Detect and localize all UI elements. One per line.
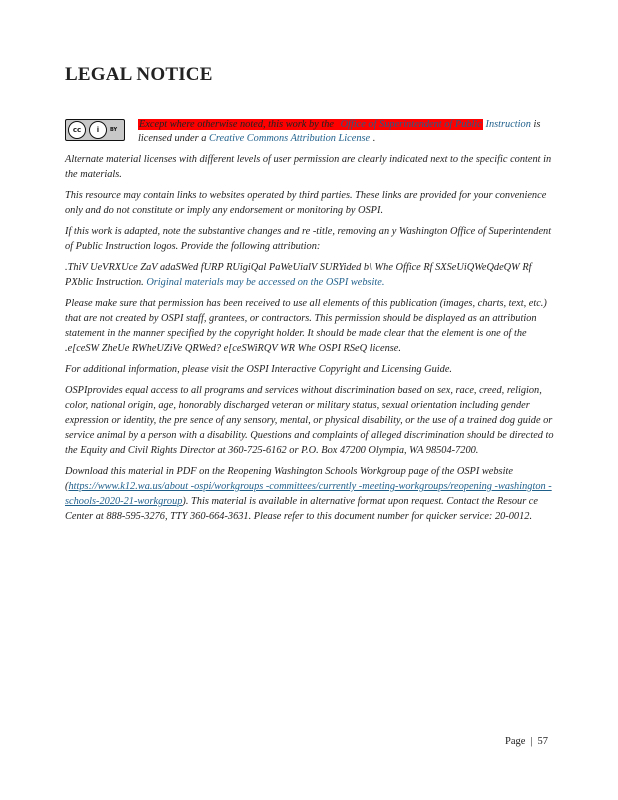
ospi-link-part1[interactable]: Office of Superintendent of Public — [340, 119, 482, 130]
download-text: Download this material in PDF on the Reopening Washington Schools Workgroup page of the OSPI website ( — [65, 466, 513, 492]
license-middle: is licensed under a — [138, 119, 541, 144]
license-text — [138, 118, 557, 146]
permission-text: Please make sure that permission has been received to use all elements of this publication (images, charts, text, etc.) that are not created by OSPI staff, grantees, or contractors. This permission should be displayed as an attribution statement in the manner specified by the copyright holder. It should be made clear that the element is one of the — [65, 298, 547, 339]
licensing-guide-link[interactable]: OSPI Interactive Copyright and Licensing Guide. — [246, 364, 453, 375]
additional-info-paragraph — [65, 362, 557, 377]
cc-license-link[interactable]: Creative Commons Attribution License — [208, 133, 371, 144]
equal-access-paragraph: OSPIprovides equal access to all programs and services without discrimination based on sex, race, creed, religion, color, national origin, age, honorably discharged veteran or military status, sexual orientation including gender expression or identity, the pre sence of any sensory, mental, or physical disability, or the use of a trained dog guide or service animal by a person with a disability. Questions and complaints of alleged discrimination should be directed to the Equity and Civil Rights Director at 360-725-6162 or P.O. Box 47200 Olympia, WA 98504-7200. — [65, 385, 554, 456]
legal-notice-body — [65, 118, 557, 530]
cc-by-badge[interactable] — [65, 119, 125, 141]
license-highlighted-text: Except where otherwise noted, this work by the — [139, 119, 334, 130]
page-separator: | — [530, 736, 533, 747]
page-footer — [505, 736, 548, 747]
page-number: 57 — [537, 736, 549, 747]
additional-info-text: For additional information, please visit the — [65, 364, 244, 375]
permission-text-cont: .e[ceSW ZheUe RWheUZiVe QRWed? e[ceSWiRQV WR Whe OSPI RSeQ license. — [65, 343, 401, 354]
ospi-link-part2[interactable]: Instruction — [485, 119, 531, 130]
creative-commons-icon: cc — [68, 121, 86, 139]
download-paragraph — [65, 464, 557, 524]
page-title: LEGAL NOTICE — [65, 64, 213, 85]
workgroup-url-link[interactable]: https://www.k12.wa.us/about -ospi/workgroups -committees/currently -meeting-workgroups/reopening -washington -schools-2020-21-workgroup — [65, 481, 552, 507]
ospi-website-link[interactable]: Original materials may be accessed on the OSPI website. — [146, 277, 385, 288]
alternate-licenses-paragraph: Alternate material licenses with different levels of user permission are clearly indicated next to the specific content in the materials. — [65, 154, 552, 180]
page-label: Page — [505, 736, 526, 747]
third-party-paragraph: This resource may contain links to websites operated by third parties. These links are provided for your convenience only and do not constitute or imply any endorsement or monitoring by OSPI. — [65, 190, 547, 216]
download-text-cont: ). This material is available in alternative format upon request. Contact the Resour ce Center at 888-595-3276, TTY 360-664-3631. Please refer to this document number for quicker service: 20-0012. — [65, 496, 538, 522]
adaptation-paragraph: If this work is adapted, note the substantive changes and re -title, removing an y Washington Office of Superintendent of Public Instruction logos. Provide the following attribution: — [65, 226, 552, 252]
by-label: BY — [110, 126, 118, 133]
attribution-text: .ThiV UeVRXUce ZaV adaSWed fURP RUigiQal PaWeUialV SURYided b\ Whe Office Rf SXSeUiQWeQdeQW Rf PXblic Instruction. — [65, 262, 532, 288]
attribution-paragraph — [65, 260, 557, 290]
attribution-person-icon: i — [89, 121, 107, 139]
license-end: . — [372, 133, 376, 144]
license-statement — [65, 118, 557, 146]
permission-paragraph — [65, 296, 557, 356]
